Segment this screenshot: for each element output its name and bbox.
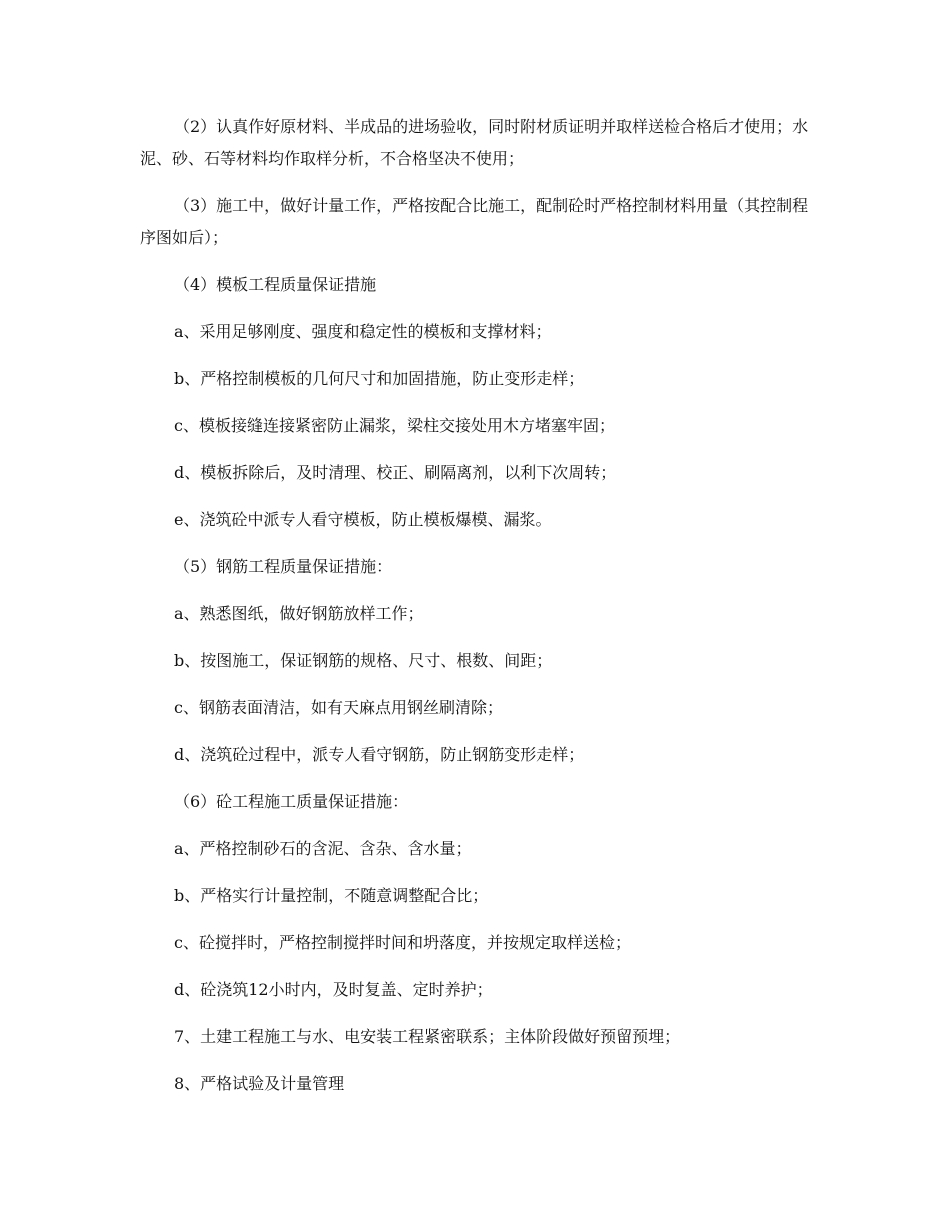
list-item-rebar-b: b、按图施工，保证钢筋的规格、尺寸、根数、间距； [174,651,553,670]
list-item-concrete-c: c、砼搅拌时，严格控制搅拌时间和坍落度，并按规定取样送检； [174,933,631,952]
list-item-formwork-d: d、模板拆除后，及时清理、校正、刷隔离剂，以利下次周转； [174,463,617,482]
list-item-concrete-b: b、严格实行计量控制，不随意调整配合比； [174,886,489,905]
heading-formwork-quality: （4）模板工程质量保证措施 [174,275,377,294]
list-item-concrete-a: a、严格控制砂石的含泥、含杂、含水量； [174,839,472,858]
list-item-formwork-e: e、浇筑砼中派专人看守模板，防止模板爆模、漏浆。 [174,510,552,529]
list-item-rebar-a: a、熟悉图纸，做好钢筋放样工作； [174,604,424,623]
paragraph-metering: （3）施工中，做好计量工作，严格按配合比施工，配制砼时严格控制材料用量（其控制程序图如后）； [140,196,809,247]
heading-concrete-quality: （6）砼工程施工质量保证措施： [174,792,409,811]
document-body [140,111,810,1115]
list-item-testing-metering: 8、严格试验及计量管理 [174,1074,345,1093]
list-item-formwork-b: b、严格控制模板的几何尺寸和加固措施，防止变形走样； [174,369,585,388]
list-item-formwork-c: c、模板接缝连接紧密防止漏浆，梁柱交接处用木方堵塞牢固； [174,416,615,435]
list-item-civil-coordination: 7、土建工程施工与水、电安装工程紧密联系；主体阶段做好预留预埋； [174,1027,681,1046]
list-item-rebar-c: c、钢筋表面清洁，如有天麻点用钢丝刷清除； [174,698,503,717]
list-item-concrete-d: d、砼浇筑12小时内，及时复盖、定时养护； [174,980,493,999]
list-item-formwork-a: a、采用足够刚度、强度和稳定性的模板和支撑材料； [174,322,552,341]
list-item-rebar-d: d、浇筑砼过程中，派专人看守钢筋，防止钢筋变形走样； [174,745,585,764]
heading-rebar-quality: （5）钢筋工程质量保证措施： [174,557,393,576]
paragraph-raw-materials: （2）认真作好原材料、半成品的进场验收，同时附材质证明并取样送检合格后才使用；水泥、砂、石等材料均作取样分析，不合格坚决不使用； [140,117,809,168]
